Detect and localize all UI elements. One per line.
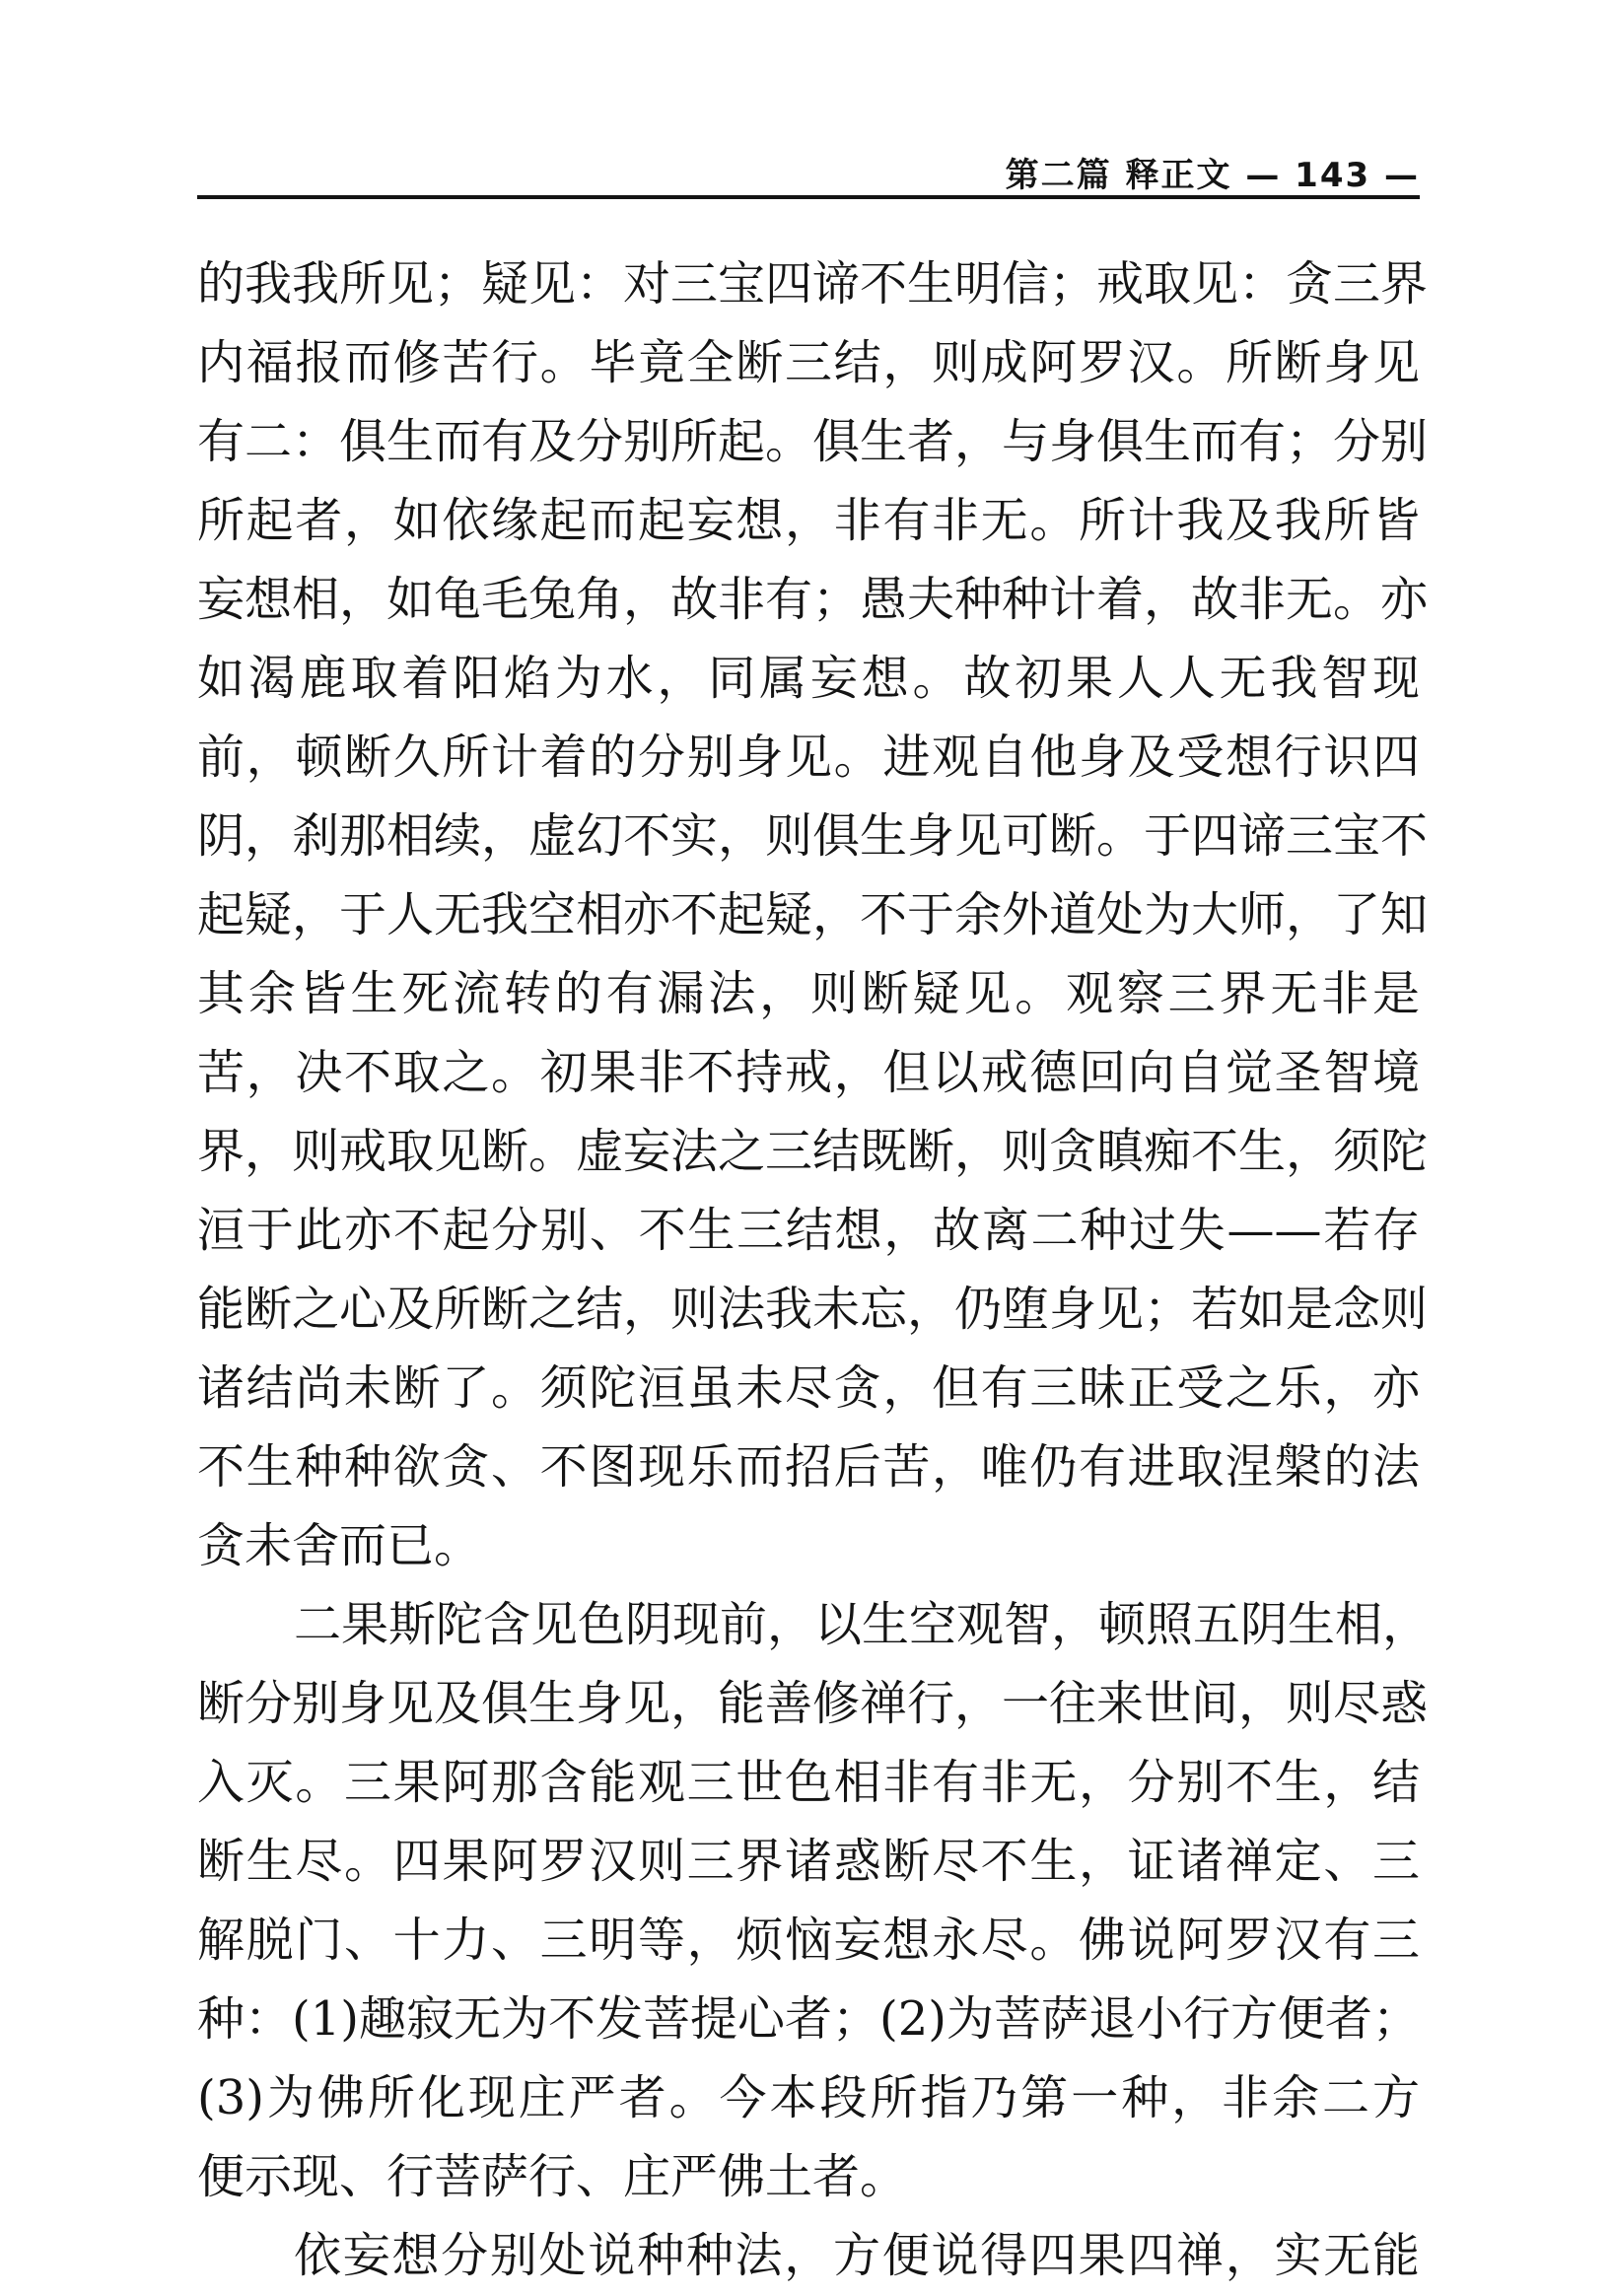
text-line: 依妄想分别处说种种法，方便说得四果四禅，实无能 — [294, 2228, 1420, 2283]
text-line: 入灭。三果阿那含能观三世色相非有非无，分别不生，结 — [197, 1755, 1420, 1810]
page-body — [197, 244, 1431, 2295]
text-line: 有二：俱生而有及分别所起。俱生者，与身俱生而有；分别 — [197, 414, 1429, 469]
text-line: 断分别身见及俱生身见，能善修禅行，一往来世间，则尽惑 — [197, 1676, 1429, 1731]
text-line: 妄想相，如龟毛兔角，故非有；愚夫种种计着，故非无。亦 — [197, 572, 1429, 627]
text-line: 前，顿断久所计着的分别身见。进观自他身及受想行识四 — [197, 730, 1420, 785]
paragraph — [197, 244, 1429, 1585]
text-line: 贪未舍而已。 — [197, 1518, 482, 1573]
paragraph — [197, 2216, 1420, 2295]
text-line: 其余皆生死流转的有漏法，则断疑见。观察三界无非是 — [197, 966, 1420, 1021]
text-line: 如渴鹿取着阳焰为水，同属妄想。故初果人人无我智现 — [197, 651, 1420, 706]
text-line: 便示现、行菩萨行、庄严佛土者。 — [197, 2149, 908, 2204]
text-line: 不生种种欲贪、不图现乐而招后苦，唯仍有进取涅槃的法 — [197, 1439, 1420, 1495]
header-rule — [197, 195, 1420, 199]
text-line: 能断之心及所断之结，则法我未忘，仍堕身见；若如是念则 — [197, 1282, 1429, 1337]
running-head: 第二篇 释正文 — 143 — — [1005, 156, 1420, 195]
text-line: 的我我所见；疑见：对三宝四谛不生明信；戒取见：贪三界 — [197, 256, 1429, 312]
text-line: (3)为佛所化现庄严者。今本段所指乃第一种，非余二方 — [197, 2070, 1420, 2125]
text-line: 界，则戒取见断。虚妄法之三结既断，则贪瞋痴不生，须陀 — [197, 1124, 1429, 1179]
text-line: 种：(1)趣寂无为不发菩提心者；(2)为菩萨退小行方便者； — [197, 1991, 1420, 2047]
text-line: 内福报而修苦行。毕竟全断三结，则成阿罗汉。所断身见 — [197, 335, 1420, 390]
paragraph — [197, 1585, 1431, 2216]
text-line: 起疑，于人无我空相亦不起疑，不于余外道处为大师，了知 — [197, 887, 1429, 942]
text-line: 苦，决不取之。初果非不持戒，但以戒德回向自觉圣智境 — [197, 1045, 1420, 1100]
text-line: 阴，刹那相续，虚幻不实，则俱生身见可断。于四谛三宝不 — [197, 808, 1429, 864]
text-line: 断生尽。四果阿罗汉则三界诸惑断尽不生，证诸禅定、三 — [197, 1834, 1420, 1889]
text-line: 洹于此亦不起分别、不生三结想，故离二种过失——若存 — [197, 1203, 1420, 1258]
text-line: 解脱门、十力、三明等，烦恼妄想永尽。佛说阿罗汉有三 — [197, 1913, 1420, 1968]
text-line: 所起者，如依缘起而起妄想，非有非无。所计我及我所皆 — [197, 493, 1420, 548]
text-line: 二果斯陀含见色阴现前，以生空观智，顿照五阴生相， — [294, 1597, 1431, 1652]
text-line: 诸结尚未断了。须陀洹虽未尽贪，但有三昧正受之乐，亦 — [197, 1360, 1420, 1416]
page-header — [197, 148, 1420, 197]
